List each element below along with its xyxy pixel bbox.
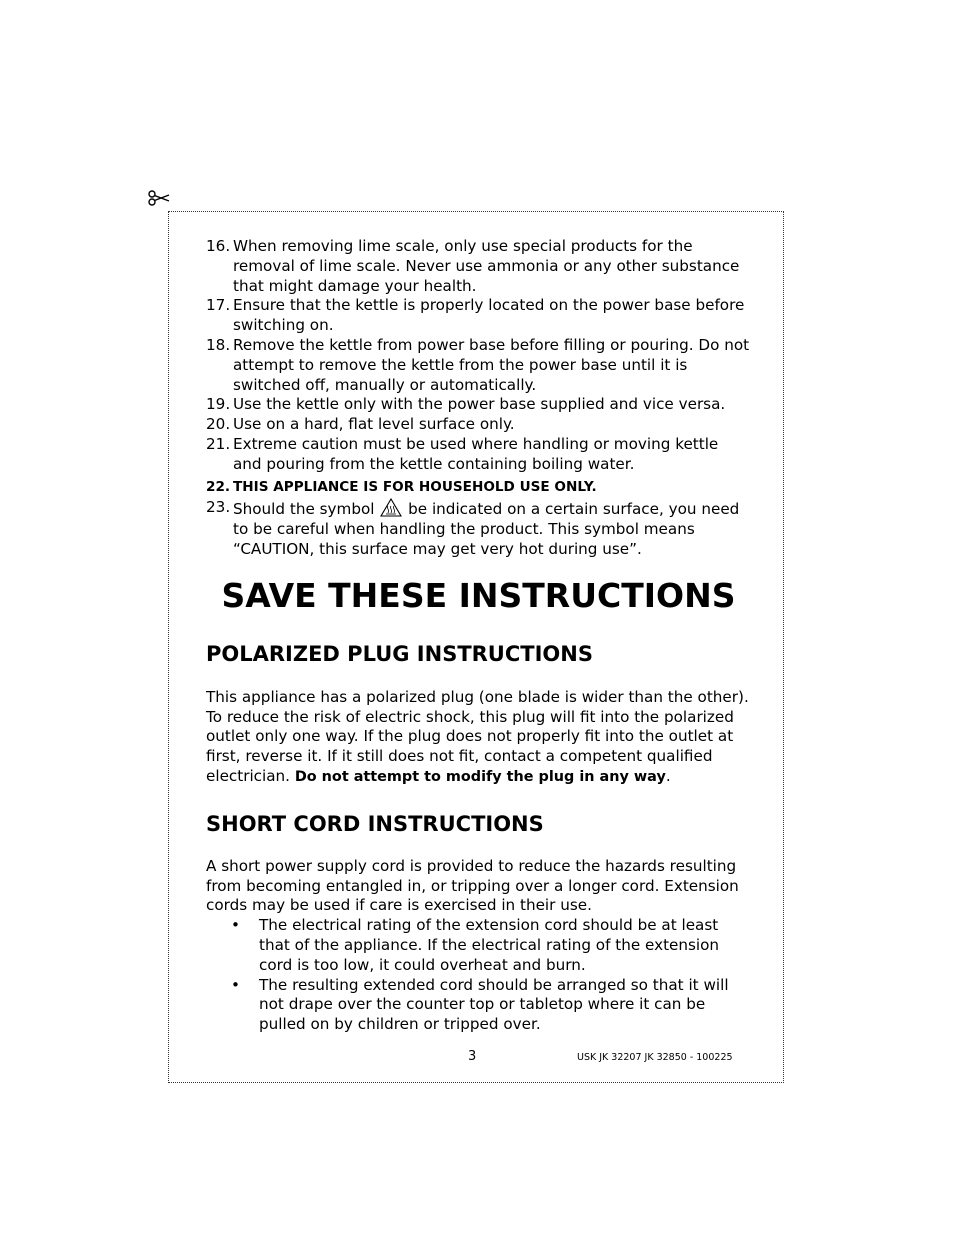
bullet-text: The electrical rating of the extension cord should be at least that of the appliance. If the electrical rating of the extension cord is too low, it could overheat and burn. xyxy=(259,916,720,974)
item-text: Use the kettle only with the power base supplied and vice versa. xyxy=(233,395,726,414)
polarized-plug-paragraph xyxy=(206,688,751,788)
item-text: When removing lime scale, only use special products for the removal of lime scale. Never use ammonia or any other substance that might damage your health. xyxy=(233,237,740,295)
paragraph-text: This appliance has a polarized plug (one blade is wider than the other). To reduce the risk of electric shock, this plug will fit into the polarized outlet only one way. If the plug does not properly fit into the outlet at first, reverse it. If it still does not fit, contact a competent qualified electrician. xyxy=(206,687,749,785)
list-item xyxy=(206,336,751,395)
main-title: SAVE THESE INSTRUCTIONS xyxy=(221,575,736,615)
warning-emphasis: Do not attempt to modify the plug in any way xyxy=(294,768,666,785)
list-item xyxy=(206,395,751,415)
item-number: 17. xyxy=(206,296,231,315)
list-item xyxy=(206,976,751,1035)
polarized-plug-heading: POLARIZED PLUG INSTRUCTIONS xyxy=(206,641,593,666)
list-item xyxy=(206,415,751,435)
scissors-icon xyxy=(147,186,171,210)
item-text: THIS APPLIANCE IS FOR HOUSEHOLD USE ONLY. xyxy=(233,478,597,495)
list-item xyxy=(206,498,751,559)
item-text: Remove the kettle from power base before filling or pouring. Do not attempt to remove the kettle from the power base until it is switched off, manually or automatically. xyxy=(233,335,750,394)
item-number: 18. xyxy=(206,335,231,354)
household-use-notice xyxy=(206,478,751,498)
list-item xyxy=(206,435,751,475)
safety-list xyxy=(206,237,751,560)
bullet-text: The resulting extended cord should be arranged so that it will not drape over the counter top or tabletop where it can be pulled on by children or tripped over. xyxy=(259,975,729,1034)
list-item xyxy=(206,296,751,336)
item-text: Ensure that the kettle is properly located on the power base before switching on. xyxy=(233,296,745,335)
short-cord-heading: SHORT CORD INSTRUCTIONS xyxy=(206,811,544,836)
model-code: USK JK 32207 JK 32850 - 100225 xyxy=(577,1052,733,1063)
list-item xyxy=(206,237,751,296)
extension-cord-list xyxy=(206,916,751,1035)
bullet-icon: • xyxy=(231,916,240,935)
caution-hot-surface-icon xyxy=(380,498,402,517)
page-number: 3 xyxy=(468,1049,477,1064)
paragraph-end: . xyxy=(665,766,671,785)
item-number: 20. xyxy=(206,415,231,434)
bullet-icon: • xyxy=(231,975,240,994)
item-number: 22. xyxy=(206,478,231,495)
item-number: 16. xyxy=(206,237,231,255)
item-text: Should the symbol xyxy=(233,500,375,519)
item-text: Use on a hard, flat level surface only. xyxy=(233,415,515,434)
item-number: 21. xyxy=(206,434,231,453)
item-text: be indicated on a certain surface, you need to be careful when handling the product. This symbol means “CAUTION, this surface may get very hot during use”. xyxy=(233,500,740,558)
item-text: Extreme caution must be used where handling or moving kettle and pouring from the kettle containing boiling water. xyxy=(233,434,719,473)
short-cord-paragraph: A short power supply cord is provided to reduce the hazards resulting from becoming entangled in, or tripping over a longer cord. Extension cords may be used if care is exercised in their use. xyxy=(206,856,739,915)
item-number: 19. xyxy=(206,395,231,414)
list-item xyxy=(206,916,751,975)
item-number: 23. xyxy=(206,498,231,517)
page-content xyxy=(206,237,751,1035)
